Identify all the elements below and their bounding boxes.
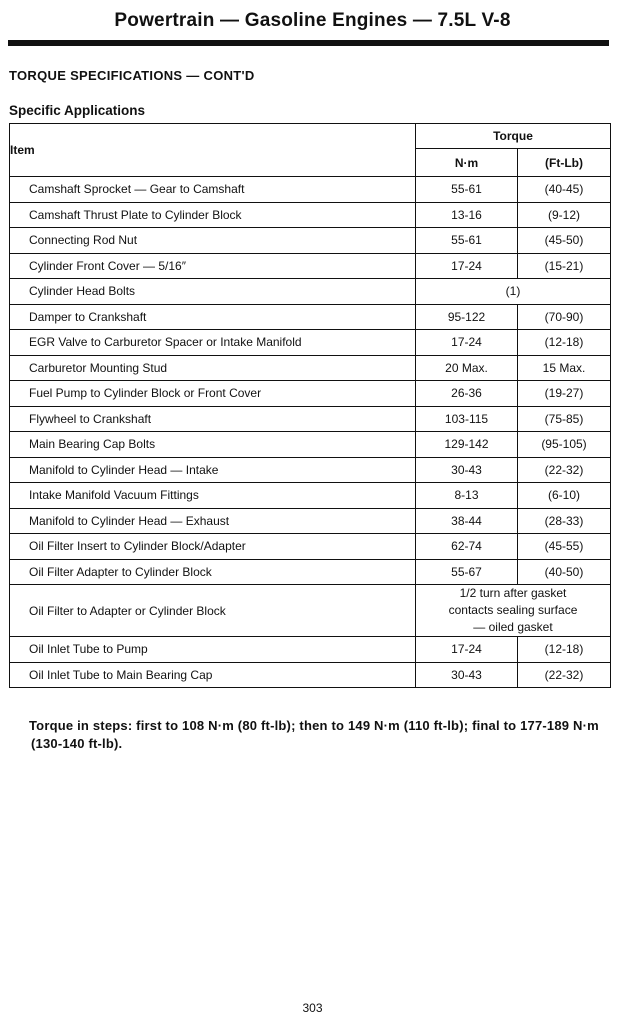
- table-row: [10, 406, 611, 432]
- row-item: Main Bearing Cap Bolts: [10, 432, 416, 458]
- table-row: [10, 432, 611, 458]
- footnote-text: Torque in steps: first to 108 N·m (80 ft-lb); then to 149 N·m (110 ft-lb); final to 177-189 N·m (130-140 ft-lb).: [29, 718, 599, 751]
- row-nm: 13-16: [416, 202, 518, 228]
- row-ftlb: (28-33): [518, 508, 611, 534]
- torque-note-line: 1/2 turn after gasket: [459, 586, 567, 600]
- row-item: Camshaft Thrust Plate to Cylinder Block: [10, 202, 416, 228]
- row-item: Carburetor Mounting Stud: [10, 355, 416, 381]
- torque-note-line: — oiled gasket: [473, 620, 553, 634]
- page-title: Powertrain — Gasoline Engines — 7.5L V-8: [114, 10, 511, 31]
- row-ftlb: (6-10): [518, 483, 611, 509]
- row-item: EGR Valve to Carburetor Spacer or Intake Manifold: [10, 330, 416, 356]
- row-ftlb: (45-50): [518, 228, 611, 254]
- row-item: Fuel Pump to Cylinder Block or Front Cover: [10, 381, 416, 407]
- table-row: [10, 253, 611, 279]
- section-title: TORQUE SPECIFICATIONS — CONT'D: [9, 68, 255, 83]
- section-subtitle: Specific Applications: [9, 103, 146, 118]
- header-nm: N·m: [416, 149, 518, 177]
- table-row: [10, 662, 611, 688]
- row-ftlb: (40-45): [518, 177, 611, 203]
- row-nm: 103-115: [416, 406, 518, 432]
- row-torque-note: [416, 585, 611, 637]
- row-nm: 129-142: [416, 432, 518, 458]
- table-row: [10, 483, 611, 509]
- row-ftlb: (9-12): [518, 202, 611, 228]
- table-row: [10, 228, 611, 254]
- header-ftlb: (Ft-Lb): [518, 149, 611, 177]
- row-item: Intake Manifold Vacuum Fittings: [10, 483, 416, 509]
- row-nm: 62-74: [416, 534, 518, 560]
- row-torque-merged: (1): [416, 279, 611, 305]
- footnote-marker: [7, 717, 29, 735]
- row-item: Oil Inlet Tube to Main Bearing Cap: [10, 662, 416, 688]
- row-nm: 95-122: [416, 304, 518, 330]
- title-rule: [8, 40, 609, 46]
- table-row: [10, 304, 611, 330]
- table-body: [10, 177, 611, 688]
- table-row: [10, 585, 611, 637]
- row-ftlb: (45-55): [518, 534, 611, 560]
- row-nm: 38-44: [416, 508, 518, 534]
- row-nm: 55-61: [416, 177, 518, 203]
- header-item: Item: [10, 124, 416, 177]
- table-row: [10, 355, 611, 381]
- row-item: Oil Filter Insert to Cylinder Block/Adapter: [10, 534, 416, 560]
- row-ftlb: 15 Max.: [518, 355, 611, 381]
- table-row: [10, 508, 611, 534]
- row-nm: 8-13: [416, 483, 518, 509]
- row-ftlb: (22-32): [518, 662, 611, 688]
- row-ftlb: (95-105): [518, 432, 611, 458]
- row-item: Oil Filter to Adapter or Cylinder Block: [10, 585, 416, 637]
- row-item: Cylinder Front Cover — 5/16″: [10, 253, 416, 279]
- table-row: [10, 457, 611, 483]
- table-row: [10, 534, 611, 560]
- row-ftlb: (12-18): [518, 637, 611, 663]
- row-nm: 55-67: [416, 559, 518, 585]
- row-item: Manifold to Cylinder Head — Intake: [10, 457, 416, 483]
- row-nm: 30-43: [416, 457, 518, 483]
- torque-spec-table: [9, 123, 611, 688]
- row-nm: 17-24: [416, 253, 518, 279]
- table-row: [10, 559, 611, 585]
- row-item: Camshaft Sprocket — Gear to Camshaft: [10, 177, 416, 203]
- table-row: [10, 637, 611, 663]
- row-item: Connecting Rod Nut: [10, 228, 416, 254]
- row-ftlb: (15-21): [518, 253, 611, 279]
- row-ftlb: (19-27): [518, 381, 611, 407]
- table-row: [10, 279, 611, 305]
- row-ftlb: (12-18): [518, 330, 611, 356]
- row-nm: 55-61: [416, 228, 518, 254]
- row-item: Oil Filter Adapter to Cylinder Block: [10, 559, 416, 585]
- row-item: Damper to Crankshaft: [10, 304, 416, 330]
- table-row: [10, 177, 611, 203]
- row-item: Flywheel to Crankshaft: [10, 406, 416, 432]
- table-row: [10, 330, 611, 356]
- row-nm: 30-43: [416, 662, 518, 688]
- row-ftlb: (75-85): [518, 406, 611, 432]
- page-number: 303: [302, 1001, 323, 1015]
- torque-note-line: contacts sealing surface: [448, 603, 578, 617]
- row-ftlb: (70-90): [518, 304, 611, 330]
- footnote: [7, 717, 610, 753]
- row-nm: 26-36: [416, 381, 518, 407]
- row-nm: 17-24: [416, 637, 518, 663]
- row-nm: 20 Max.: [416, 355, 518, 381]
- row-ftlb: (22-32): [518, 457, 611, 483]
- table-row: [10, 381, 611, 407]
- row-item: Cylinder Head Bolts: [10, 279, 416, 305]
- header-torque: Torque: [416, 124, 611, 149]
- row-ftlb: (40-50): [518, 559, 611, 585]
- row-item: Oil Inlet Tube to Pump: [10, 637, 416, 663]
- row-nm: 17-24: [416, 330, 518, 356]
- table-row: [10, 202, 611, 228]
- row-item: Manifold to Cylinder Head — Exhaust: [10, 508, 416, 534]
